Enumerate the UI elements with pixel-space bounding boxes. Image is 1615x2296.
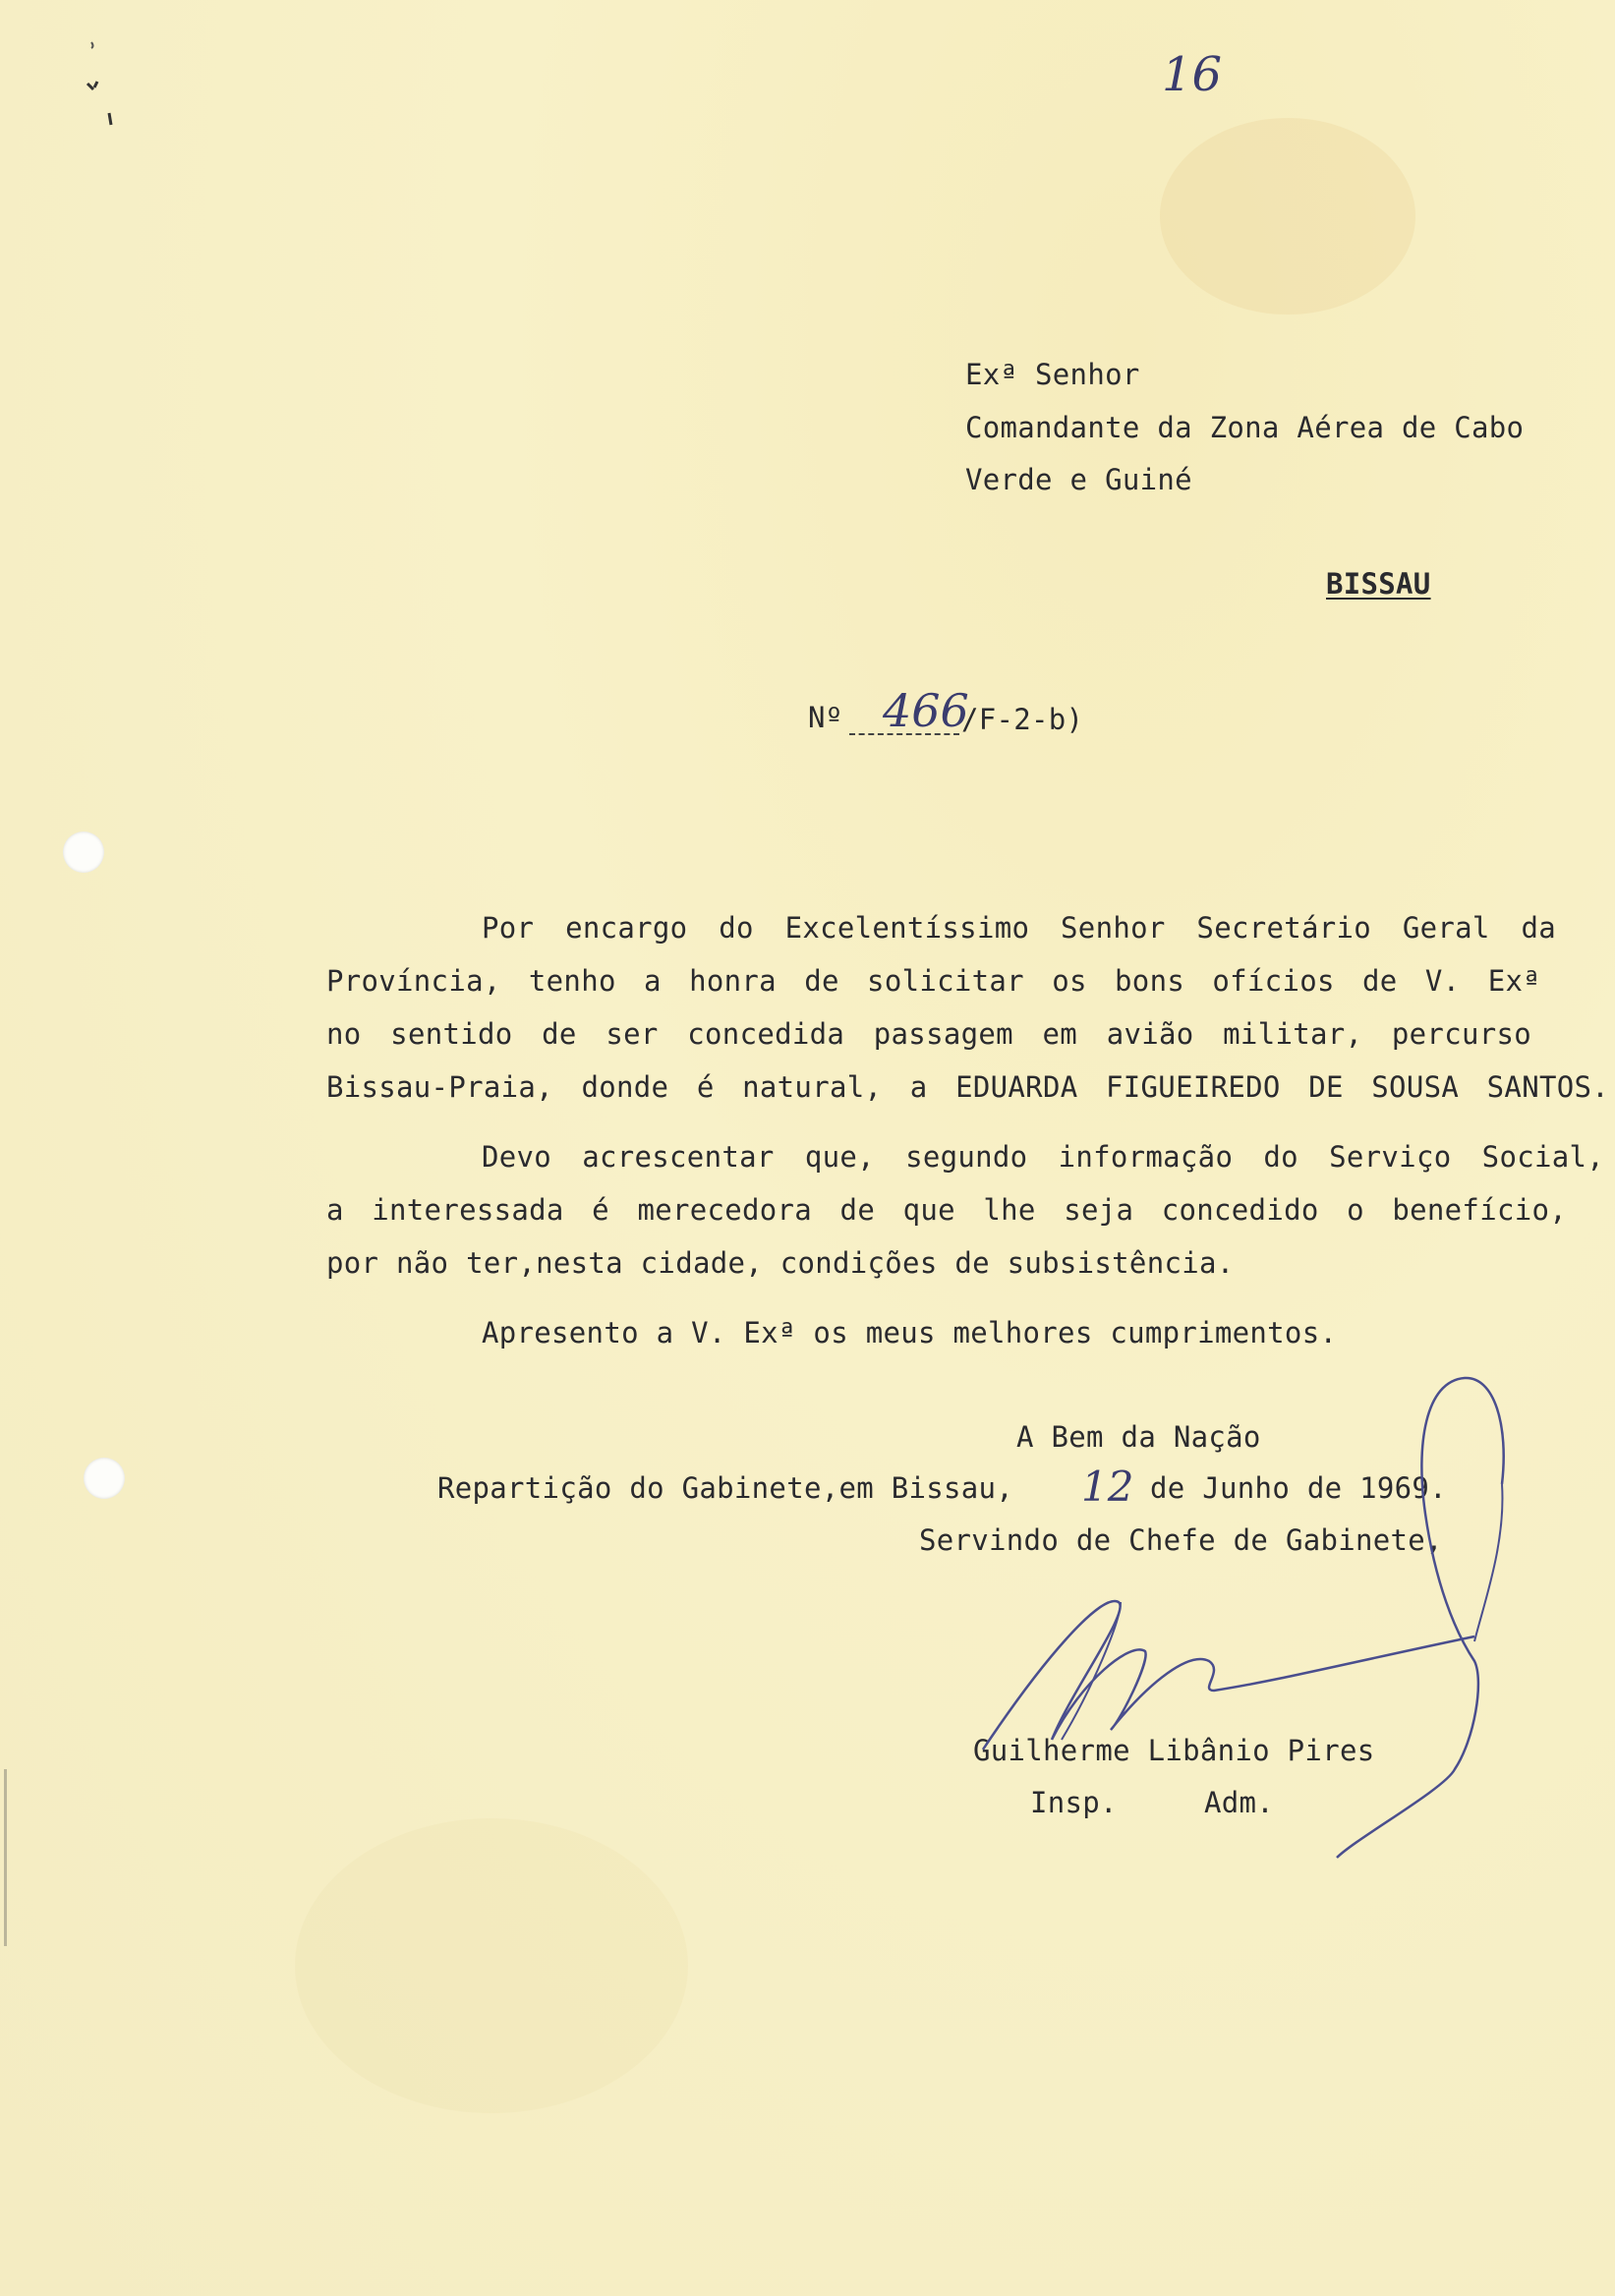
body-paragraph-1-line-4: Bissau-Praia, donde é natural, a EDUARDA FIGUEIREDO DE SOUSA SANTOS. [326,1070,1609,1104]
punch-hole-top [63,832,104,873]
signatory-title-insp: Insp. [1030,1786,1118,1819]
closing-date: de Junho de 1969. [1150,1471,1447,1505]
signatory-title-adm: Adm. [1204,1786,1275,1819]
body-paragraph-1-line-1: Por encargo do Excelentíssimo Senhor Secretário Geral da [482,911,1556,945]
signatory-name: Guilherme Libânio Pires [973,1734,1375,1767]
body-paragraph-2-line-3: por não ter,nesta cidade, condições de subsistência. [326,1246,1235,1280]
reference-prefix: Nº [808,701,843,734]
closing-day: 12 [1081,1463,1134,1511]
handwritten-signature [963,1366,1553,1877]
reference-suffix: /F-2-b) [961,703,1084,736]
body-paragraph-2-line-2: a interessada é merecedora de que lhe seja concedido o benefício, [326,1193,1567,1227]
addressee-title-cont: Verde e Guiné [965,463,1192,496]
closing-place: Repartição do Gabinete,em Bissau, [437,1471,1014,1505]
paper-stain [295,1818,688,2113]
margin-mark [4,1769,7,1946]
closing-motto: A Bem da Nação [1016,1420,1261,1454]
body-paragraph-1-line-3: no sentido de ser concedida passagem em avião militar, percurso [326,1017,1531,1051]
reference-number: 466 [883,684,969,737]
handwritten-page-number: 16 [1162,47,1223,102]
addressee-title: Comandante da Zona Aérea de Cabo [965,411,1525,444]
addressee-salutation: Exª Senhor [965,358,1140,391]
corner-marks [84,34,123,128]
body-paragraph-1-line-2: Província, tenho a honra de solicitar os bons ofícios de V. Exª [326,964,1540,998]
body-paragraph-2-line-1: Devo acrescentar que, segundo informação do Serviço Social, [482,1140,1604,1174]
addressee-city: BISSAU [1326,567,1431,601]
paper-stain [1160,118,1415,315]
closing-role: Servindo de Chefe de Gabinete, [919,1523,1443,1557]
body-paragraph-3: Apresento a V. Exª os meus melhores cumprimentos. [482,1316,1338,1349]
punch-hole-bottom [84,1458,125,1499]
